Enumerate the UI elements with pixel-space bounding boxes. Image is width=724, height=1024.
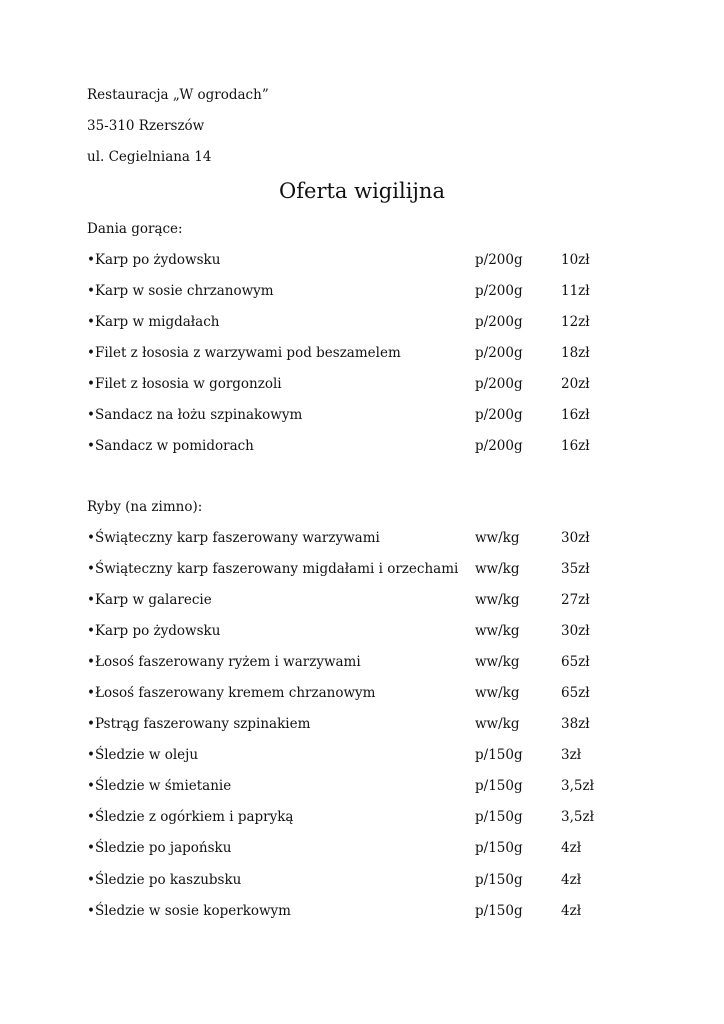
menu-item-price: 3zł [561,747,582,763]
menu-item [87,746,647,764]
menu-item-name: •Sandacz na łożu szpinakowym [87,407,303,423]
menu-item [87,622,647,640]
menu-item-unit: ww/kg [475,561,520,577]
menu-item [87,777,647,795]
menu-item-name: •Śledzie z ogórkiem i papryką [87,809,294,825]
menu-item-unit: ww/kg [475,623,520,639]
menu-item-price: 35zł [561,561,590,577]
menu-item-price: 16zł [561,407,590,423]
menu-item [87,344,647,362]
menu-item [87,375,647,393]
street-address: ul. Cegielniana 14 [87,149,212,165]
menu-item-name: •Śledzie w oleju [87,747,199,763]
menu-item-unit: p/200g [475,407,523,423]
menu-item [87,839,647,857]
menu-item [87,808,647,826]
menu-item [87,653,647,671]
menu-item-unit: ww/kg [475,592,520,608]
menu-item-price: 20zł [561,376,590,392]
menu-item-price: 27zł [561,592,590,608]
section-heading-hot-dishes: Dania gorące: [87,221,183,237]
menu-item-name: •Śledzie w sosie koperkowym [87,903,291,919]
menu-item-price: 65zł [561,654,590,670]
restaurant-name: Restauracja „W ogrodach” [87,87,269,103]
menu-item-price: 30zł [561,530,590,546]
menu-item [87,560,647,578]
menu-item [87,591,647,609]
menu-item-unit: p/200g [475,252,523,268]
menu-item-price: 3,5zł [561,809,594,825]
menu-item-unit: p/150g [475,840,523,856]
menu-item-name: •Karp w galarecie [87,592,212,608]
menu-item [87,282,647,300]
menu-item [87,871,647,889]
menu-item-name: •Świąteczny karp faszerowany migdałami i orzechami [87,561,459,577]
menu-item-price: 18zł [561,345,590,361]
menu-item-name: •Sandacz w pomidorach [87,438,254,454]
menu-item-name: •Filet z łososia w gorgonzoli [87,376,282,392]
menu-item-unit: p/200g [475,345,523,361]
menu-item-unit: p/200g [475,283,523,299]
menu-item-price: 10zł [561,252,590,268]
menu-item [87,902,647,920]
menu-item-price: 16zł [561,438,590,454]
menu-item-unit: p/150g [475,872,523,888]
menu-item-name: •Pstrąg faszerowany szpinakiem [87,716,311,732]
menu-item [87,715,647,733]
menu-item-price: 30zł [561,623,590,639]
section-heading-cold-fish: Ryby (na zimno): [87,499,203,515]
menu-item-unit: ww/kg [475,530,520,546]
menu-item-price: 4zł [561,903,582,919]
menu-item-name: •Łosoś faszerowany ryżem i warzywami [87,654,361,670]
menu-item-price: 12zł [561,314,590,330]
menu-item-name: •Śledzie w śmietanie [87,778,232,794]
menu-item-price: 11zł [561,283,590,299]
menu-item-unit: p/150g [475,903,523,919]
menu-item-unit: ww/kg [475,654,520,670]
menu-item-name: •Świąteczny karp faszerowany warzywami [87,530,380,546]
menu-item [87,437,647,455]
menu-item-unit: p/200g [475,438,523,454]
menu-item-unit: p/150g [475,809,523,825]
menu-item-unit: ww/kg [475,716,520,732]
menu-item-unit: p/200g [475,376,523,392]
menu-item-price: 38zł [561,716,590,732]
menu-item-price: 3,5zł [561,778,594,794]
menu-item-name: •Łosoś faszerowany kremem chrzanowym [87,685,376,701]
menu-item [87,529,647,547]
menu-item-price: 4zł [561,840,582,856]
menu-item-name: •Karp w migdałach [87,314,220,330]
menu-item [87,406,647,424]
menu-item [87,684,647,702]
menu-item-name: •Śledzie po kaszubsku [87,872,242,888]
menu-item-name: •Filet z łososia z warzywami pod beszamelem [87,345,401,361]
menu-item-unit: p/150g [475,747,523,763]
menu-item-name: •Karp po żydowsku [87,252,221,268]
menu-item [87,251,647,269]
page-title: Oferta wigilijna [279,179,445,203]
postal-address: 35-310 Rzerszów [87,118,205,134]
menu-item-unit: ww/kg [475,685,520,701]
menu-item-price: 65zł [561,685,590,701]
menu-item-name: •Śledzie po japońsku [87,840,232,856]
menu-item-price: 4zł [561,872,582,888]
menu-item-name: •Karp w sosie chrzanowym [87,283,274,299]
menu-item-unit: p/200g [475,314,523,330]
menu-item-name: •Karp po żydowsku [87,623,221,639]
menu-item-unit: p/150g [475,778,523,794]
menu-item [87,313,647,331]
